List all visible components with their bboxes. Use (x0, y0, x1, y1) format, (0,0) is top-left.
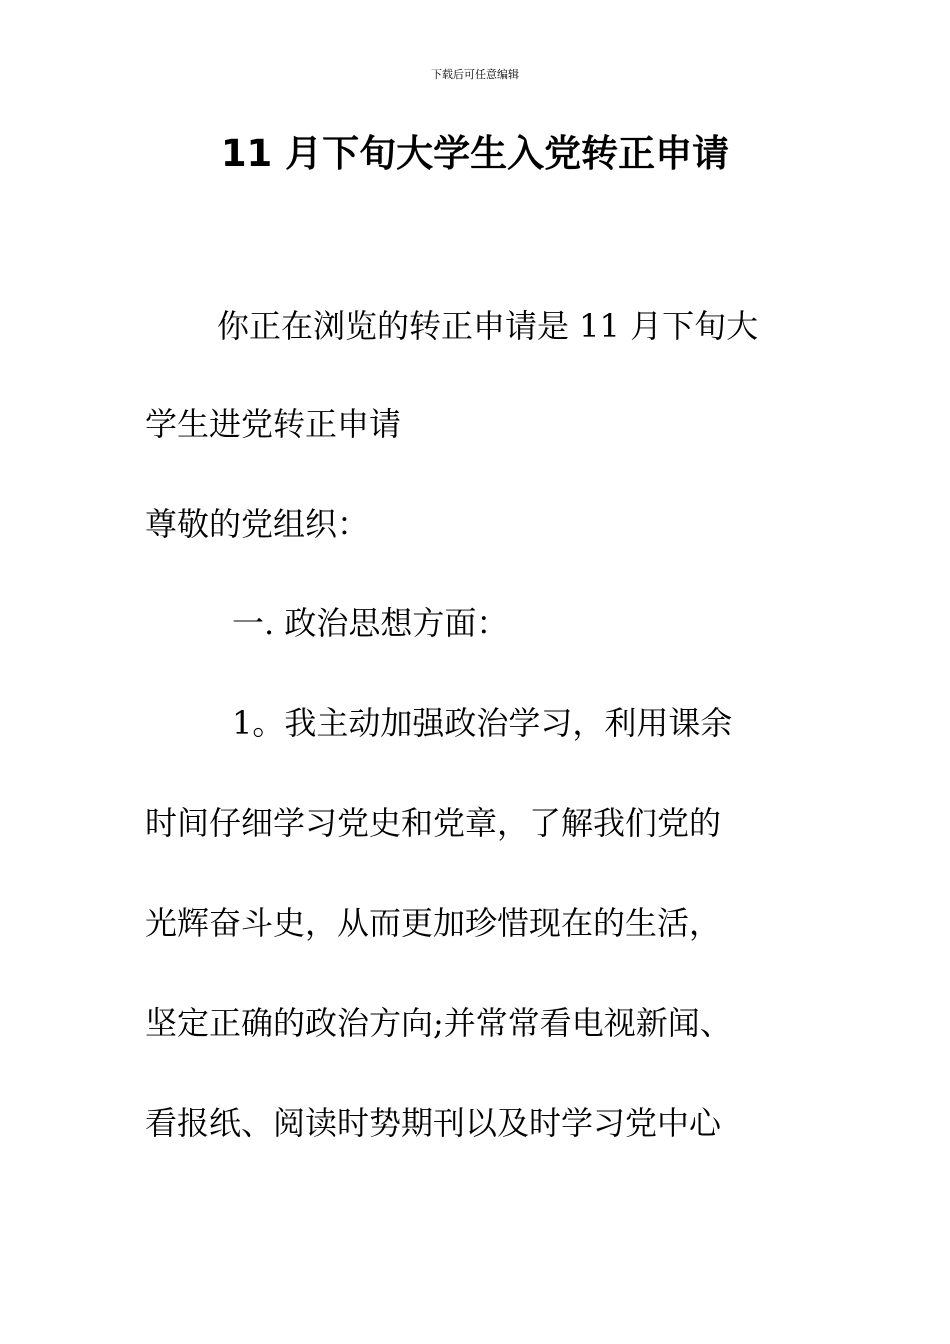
body-line-6: 时间仔细学习党史和党章，了解我们党的 (145, 804, 722, 842)
body-line-1: 你正在浏览的转正申请是 11 月下旬大 (217, 307, 759, 345)
header-note: 下载后可任意编辑 (431, 68, 519, 81)
section-heading: 一. 政治思想方面： (232, 604, 509, 642)
salutation: 尊敬的党组织： (145, 505, 370, 543)
document-title: 11 月下旬大学生入党转正申请 (220, 132, 730, 175)
body-line-8: 坚定正确的政治方向;并常常看电视新闻、 (145, 1004, 732, 1042)
body-line-5: 1。我主动加强政治学习，利用课余 (232, 704, 733, 742)
body-line-7: 光辉奋斗史，从而更加珍惜现在的生活， (145, 904, 722, 942)
body-line-9: 看报纸、阅读时势期刊以及时学习党中心 (145, 1104, 722, 1142)
body-line-2: 学生进党转正申请 (145, 405, 402, 443)
